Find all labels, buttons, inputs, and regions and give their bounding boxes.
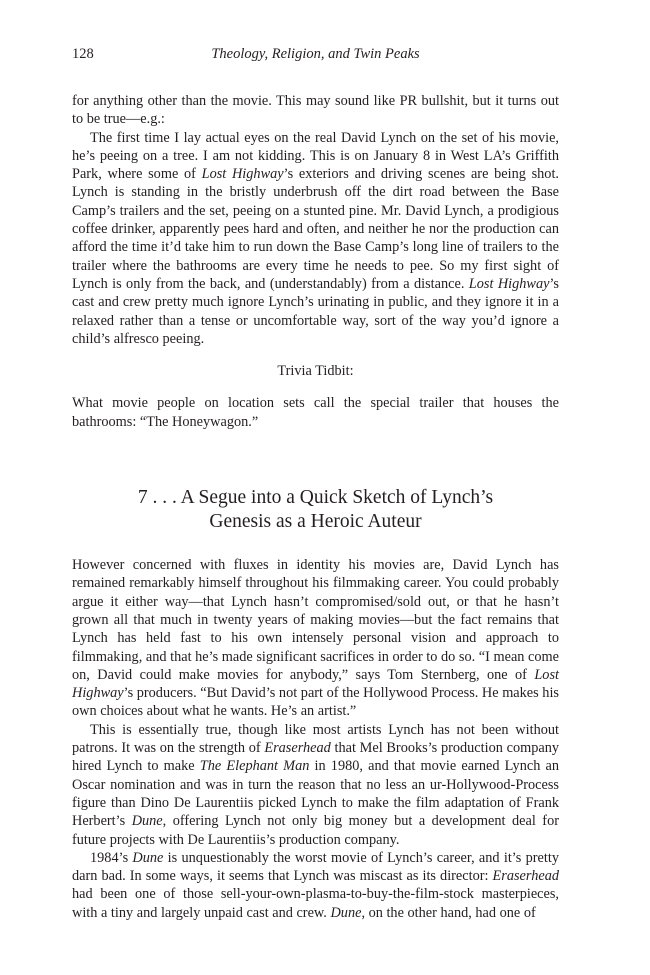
paragraph-text: is unquestionably the worst movie of Lynch’s career, and it’s pretty darn bad. In some ways, it seems that Lynch was miscast as its director: [72, 849, 559, 885]
paragraph-text: that Mel Brooks’s production company hired Lynch to make [72, 740, 560, 775]
bottom-paragraphs [72, 556, 559, 922]
italic-title: Lost Highway [201, 166, 284, 183]
paragraph-text: ’s exteriors and driving scenes are being shot. Lynch is standing in the bristly underbrush off the dirt road between the Base Camp’s trailers and the set, peeing on a stunted pine. Mr. David Lynch, a prodigious coffee drinker, apparently pees hard and often, and neither he nor the production can afford the time it’d take him to run down the Base Camp’s long line of trailers to the trailer where the bathrooms are every time he needs to pee. So my first sight of Lynch is only from the back, and (understandably) from a distance. [72, 166, 559, 292]
paragraph-text: 1984’s [90, 849, 133, 866]
running-header [72, 46, 559, 68]
paragraph-text: The first time I lay actual eyes on the real David Lynch on the set of his movie, he’s peeing on a tree. I am not kidding. This is on January 8 in West LA’s Griffith Park, where some of [72, 129, 559, 183]
chapter-heading-line-1: 7 . . . A Segue into a Quick Sketch of Lynch’s [137, 487, 494, 509]
italic-title: The Elephant Man [199, 758, 310, 775]
paragraph-text: had been one of those sell-your-own-plasma-to-buy-the-film-stock masterpieces, with a tiny and largely unpaid cast and crew. [72, 886, 559, 921]
trivia-heading: Trivia Tidbit: [277, 363, 354, 380]
paragraph-text: However concerned with fluxes in identity his movies are, David Lynch has remained remarkably himself throughout his filmmaking career. You could probably argue it either way—that Lynch hasn’t compromised/sold out, or that he hasn’t grown all that much in twenty years of making movies—but the fact remains that Lynch has held fast to his own intensely personal vision and approach to filmmaking, and that he’s made significant sacrifices in order to do so. “I mean come on, David could make movies for anybody,” says Tom Sternberg, one of [72, 557, 559, 683]
italic-title: Dune [330, 904, 362, 921]
trivia-text: What movie people on location sets call the special trailer that houses the bathrooms: “The Honeywagon.” [72, 395, 559, 430]
chapter-heading [72, 486, 559, 534]
body-paragraph [72, 129, 559, 349]
italic-title: Dune [131, 813, 163, 830]
body-paragraph [72, 556, 559, 721]
paragraph-text: This is essentially true, though like most artists Lynch has not been without patrons. It was on the strength of [72, 721, 559, 757]
paragraph-text: for anything other than the movie. This may sound like PR bullshit, but it turns out to be true—e.g.: [72, 93, 559, 128]
running-title: Theology, Religion, and Twin Peaks [211, 46, 420, 62]
paragraph-text: ’s cast and crew pretty much ignore Lynch’s urinating in public, and they ignore it in a relaxed rather than a tense or uncomfortable way, sort of the way you’d ignore a child’s alfresco peeing. [72, 275, 559, 347]
paragraph-text: , on the other hand, had one of [361, 904, 536, 921]
italic-title: Dune [132, 849, 164, 866]
top-paragraphs [72, 92, 559, 348]
italic-title: Eraserhead [264, 740, 331, 757]
body-paragraph [72, 849, 559, 922]
paragraph-text: ’s producers. “But David’s not part of the Hollywood Process. He makes his own choices about what he wants. He’s an artist.” [72, 685, 559, 720]
paragraph-text: , offering Lynch not only big money but a development deal for future projects with De Laurentiis’s production company. [72, 813, 559, 848]
body-paragraph [72, 92, 559, 129]
italic-title: Lost Highway [72, 666, 559, 702]
page-body [72, 92, 559, 922]
body-paragraph [72, 721, 559, 849]
italic-title: Eraserhead [492, 868, 559, 885]
paragraph-text: in 1980, and that movie earned Lynch an Oscar nomination and was in turn the reason that no less an ur-Hollywood-Process figure than Dino De Laurentiis picked Lynch to make the film adaptation of Frank Herbert’s [72, 758, 559, 830]
chapter-heading-line-2: Genesis as a Heroic Auteur [209, 511, 422, 533]
page-number: 128 [72, 46, 94, 62]
italic-title: Lost Highway [468, 275, 550, 292]
